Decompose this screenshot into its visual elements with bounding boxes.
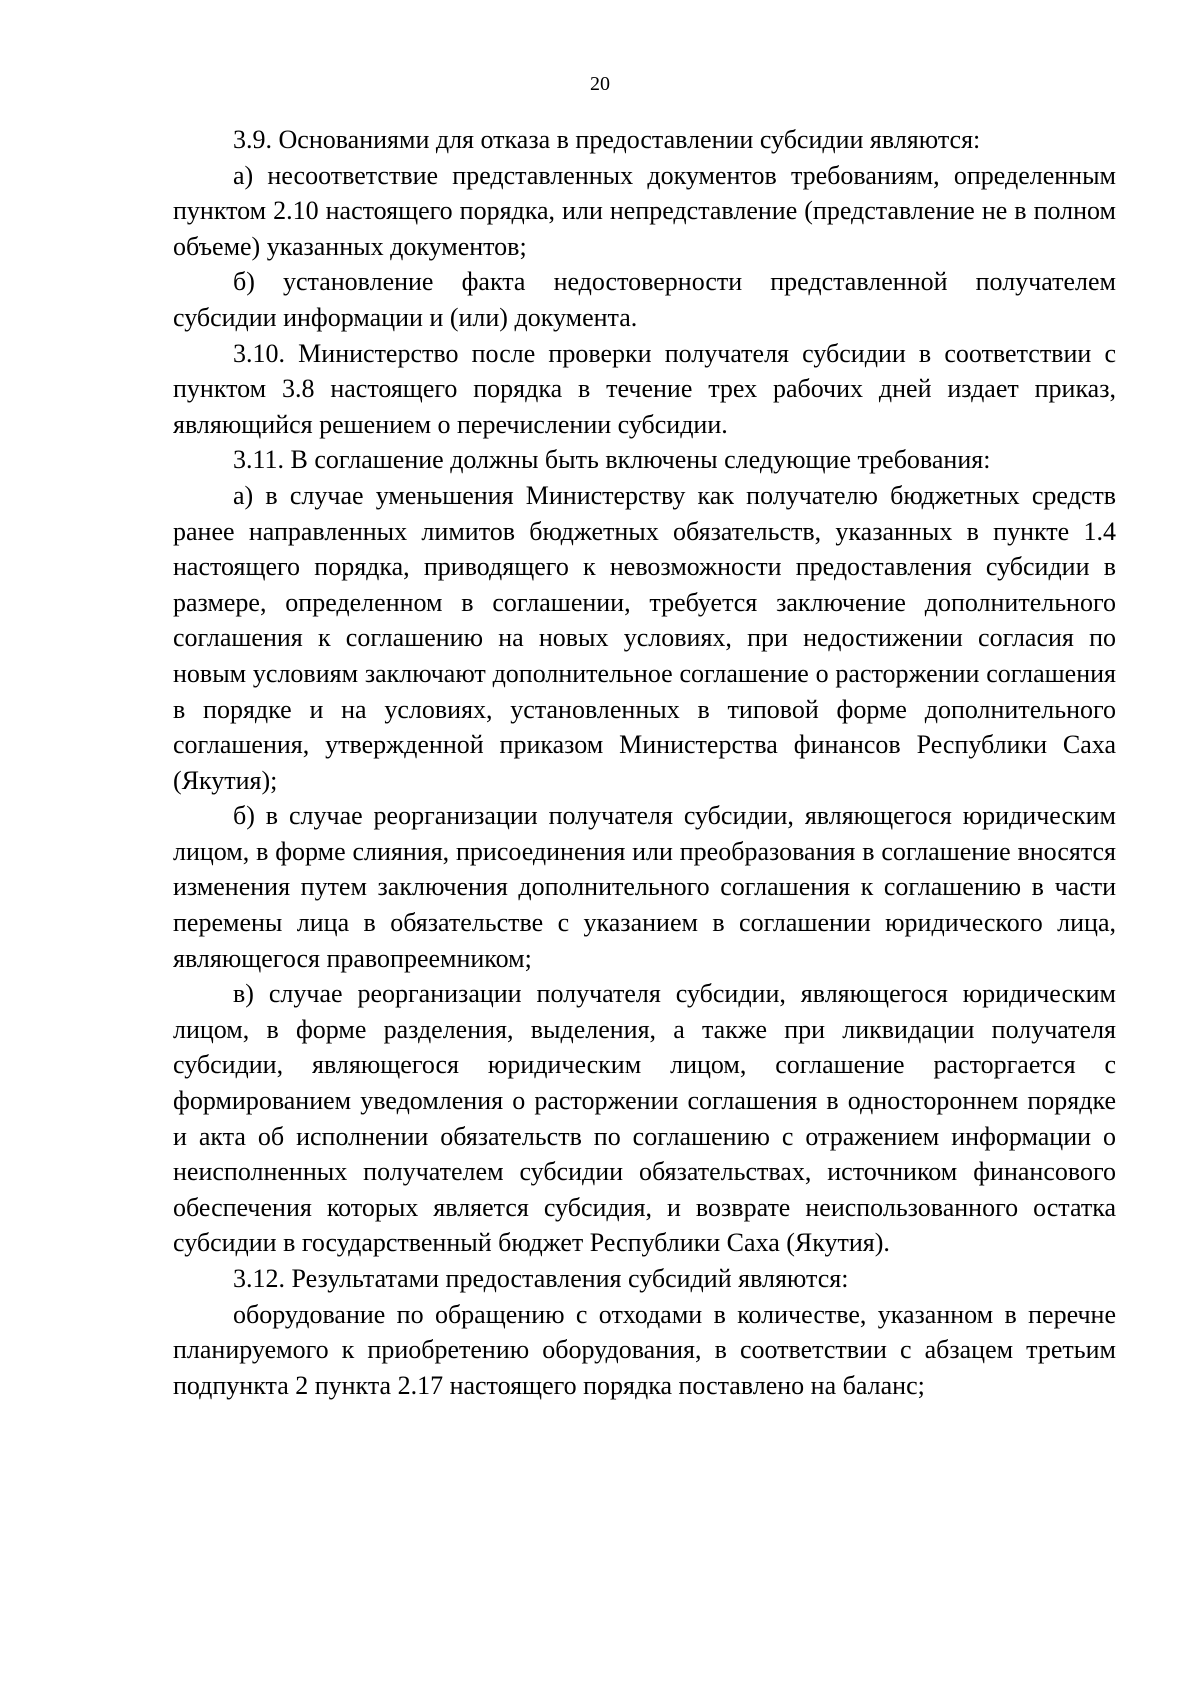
document-body [173, 122, 1116, 1403]
paragraph-3-12-item: оборудование по обращению с отходами в количестве, указанном в перечне планируемого к приобретению оборудования, в соответствии с абзацем третьим подпункта 2 пункта 2.17 настоящего порядка поставлено на баланс; [173, 1299, 1116, 1400]
paragraph-3-9-a: а) несоответствие представленных документов требованиям, определенным пунктом 2.10 настоящего порядка, или непредставление (представление не в полном объеме) указанных документов; [173, 160, 1116, 261]
paragraph-3-11-v: в) случае реорганизации получателя субсидии, являющегося юридическим лицом, в форме разделения, выделения, а также при ликвидации получателя субсидии, являющегося юридическим лицом, соглашение расторгается с формированием уведомления о расторжении соглашения в одностороннем порядке и акта об исполнении обязательств по соглашению с отражением информации о неисполненных получателем субсидии обязательствах, источником финансового обеспечения которых является субсидия, и возврате неиспользованного остатка субсидии в государственный бюджет Республики Саха (Якутия). [173, 979, 1116, 1258]
paragraph-3-11-heading: 3.11. В соглашение должны быть включены следующие требования: [233, 445, 991, 475]
paragraph-3-11-b: б) в случае реорганизации получателя субсидии, являющегося юридическим лицом, в форме слияния, присоединения или преобразования в соглашение вносятся изменения путем заключения дополнительного соглашения к соглашению в части перемены лица в обязательстве с указанием в соглашении юридического лица, являющегося правопреемником; [173, 801, 1116, 973]
page-number: 20 [590, 73, 610, 95]
paragraph-3-9-heading: 3.9. Основаниями для отказа в предоставлении субсидии являются: [233, 125, 981, 154]
paragraph-3-12-heading: 3.12. Результатами предоставления субсидий являются: [233, 1264, 849, 1293]
paragraph-3-10: 3.10. Министерство после проверки получателя субсидии в соответствии с пунктом 3.8 настоящего порядка в течение трех рабочих дней издает приказ, являющийся решением о перечислении субсидии. [173, 338, 1116, 439]
paragraph-3-9-b: б) установление факта недостоверности представленной получателем субсидии информации и (или) документа. [173, 267, 1116, 332]
paragraph-3-11-a: а) в случае уменьшения Министерству как получателю бюджетных средств ранее направленных лимитов бюджетных обязательств, указанных в пункте 1.4 настоящего порядка, приводящего к невозможности предоставления субсидии в размере, определенном в соглашении, требуется заключение дополнительного соглашения к соглашению на новых условиях, при недостижении согласия по новым условиям заключают дополнительное соглашение о расторжении соглашения в порядке и на условиях, установленных в типовой форме дополнительного соглашения, утвержденной приказом Министерства финансов Республики Саха (Якутия); [173, 480, 1116, 795]
